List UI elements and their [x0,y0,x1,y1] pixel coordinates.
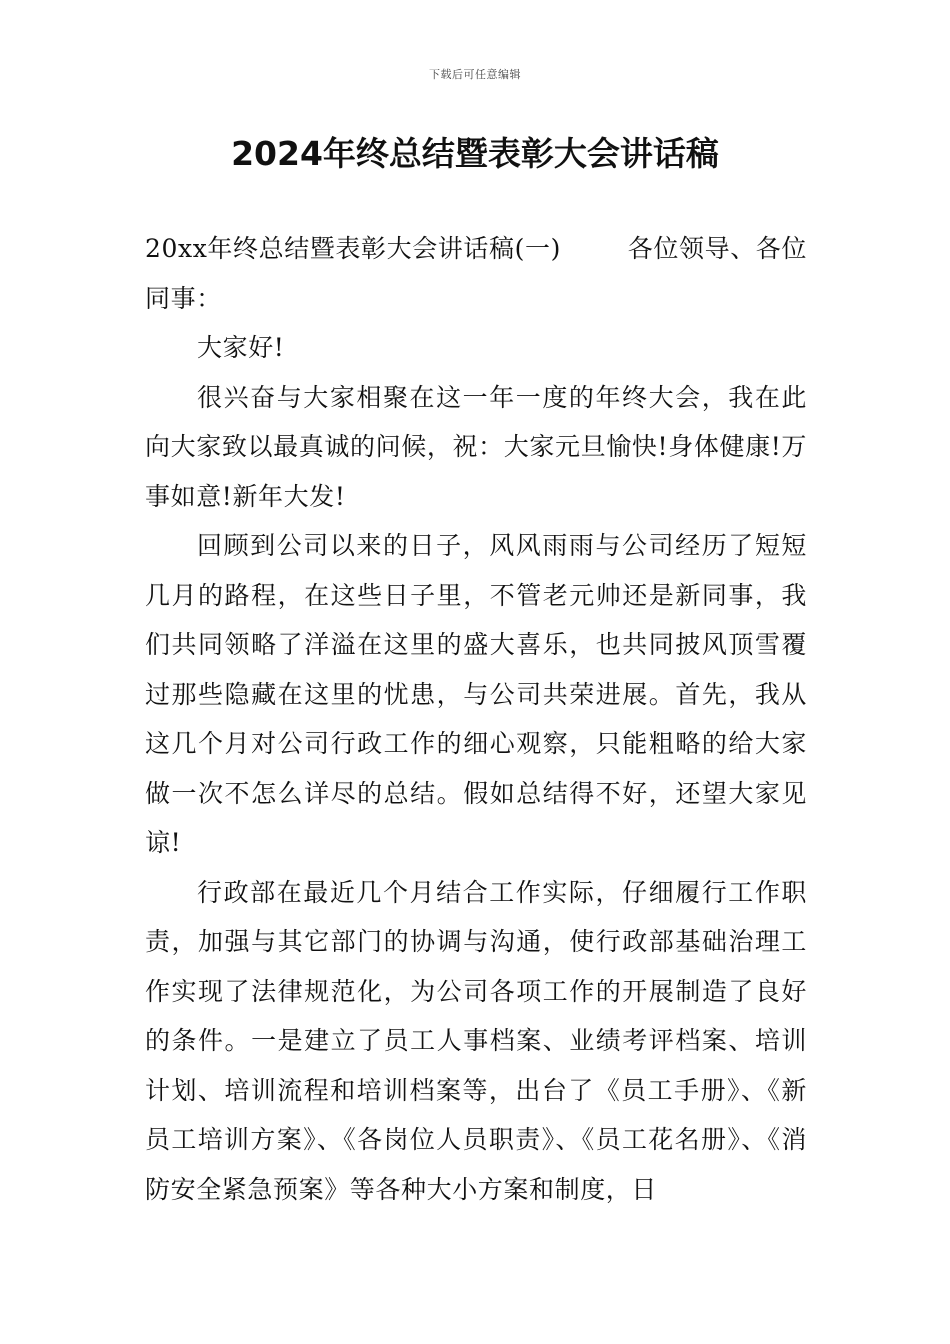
document-body [145,224,807,1214]
paragraph-review: 回顾到公司以来的日子，风风雨雨与公司经历了短短几月的路程，在这些日子里，不管老元帅还是新同事，我们共同领略了洋溢在这里的盛大喜乐，也共同披风顶雪覆过那些隐藏在这里的忧患，与公司共荣进展。首先，我从这几个月对公司行政工作的细心观察，只能粗略的给大家做一次不怎么详尽的总结。假如总结得不好，还望大家见谅! [145,531,807,857]
intro-first-line [145,224,807,274]
paragraph-admin-work: 行政部在最近几个月结合工作实际，仔细履行工作职责，加强与其它部门的协调与沟通，使行政部基础治理工作实现了法律规范化，为公司各项工作的开展制造了良好的条件。一是建立了员工人事档案、业绩考评档案、培训计划、培训流程和培训档案等，出台了《员工手册》、《新员工培训方案》、《各岗位人员职责》、《员工花名册》、《消防安全紧急预案》等各种大小方案和制度，日 [145,877,807,1204]
paragraph-greeting: 大家好! [197,333,285,362]
speech-subtitle: 20xx年终总结暨表彰大会讲话稿(一) [145,234,561,263]
salutation-end: 同事： [145,283,222,313]
salutation-start: 各位领导、各位 [627,234,807,263]
paragraph-wishes: 很兴奋与大家相聚在这一年一度的年终大会，我在此向大家致以最真诚的问候，祝：大家元旦愉快!身体健康!万事如意!新年大发! [145,382,807,511]
document-title: 2024年终总结暨表彰大会讲话稿 [231,134,719,173]
intro-paragraph [145,224,807,323]
header-note: 下载后可任意编辑 [429,68,521,81]
